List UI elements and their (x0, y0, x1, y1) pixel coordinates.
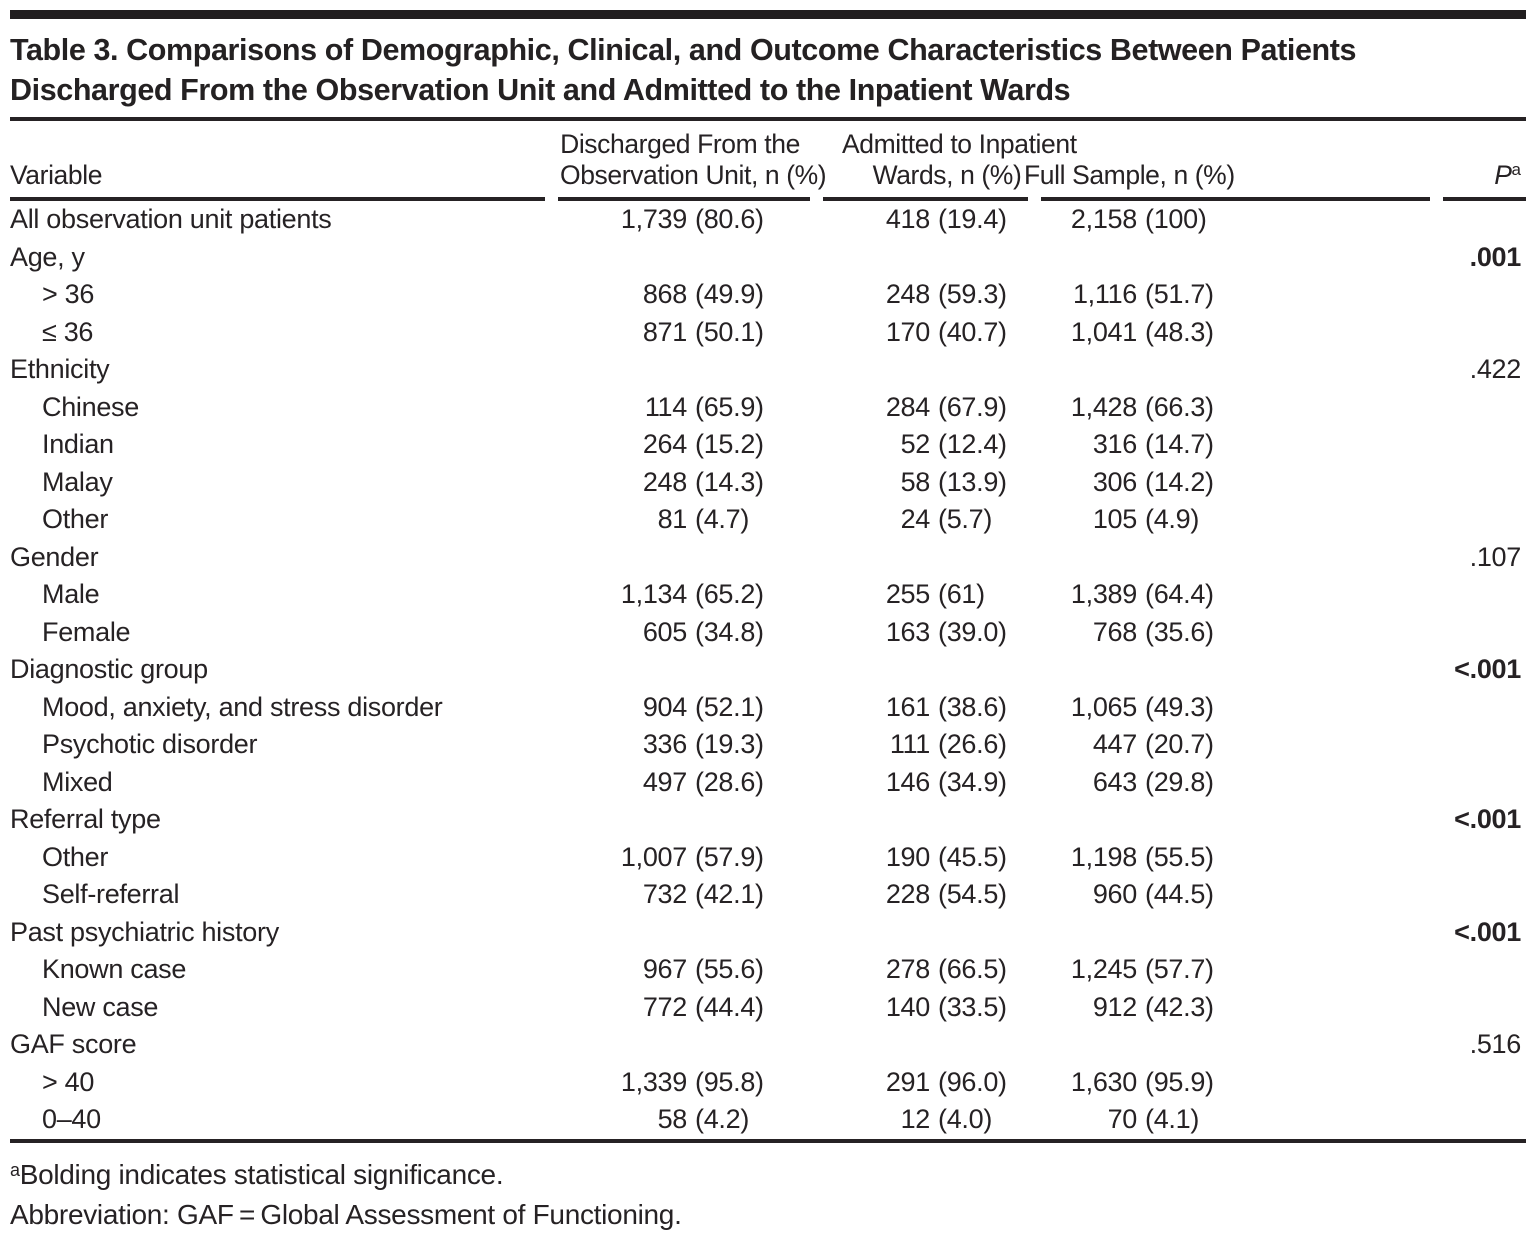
percent-value: (44.5) (1145, 879, 1214, 910)
count-value: 1,630 (1070, 1066, 1137, 1097)
row-label: Indian (42, 429, 114, 460)
table-row (10, 351, 1526, 389)
column-header-variable: Variable (10, 160, 103, 190)
percent-value: (64.4) (1145, 579, 1214, 610)
count-value: 871 (642, 316, 687, 347)
footnote-text: Bolding indicates statistical significance. (19, 1158, 504, 1190)
percent-value: (19.4) (938, 204, 1007, 235)
table-row (10, 614, 1526, 652)
row-label: Ethnicity (10, 354, 110, 385)
header-divider (10, 197, 1526, 201)
percent-value: (20.7) (1145, 729, 1214, 760)
percent-value: (61) (938, 579, 985, 610)
row-label: GAF score (10, 1029, 137, 1060)
percent-value: (57.9) (695, 841, 764, 872)
percent-value: (66.3) (1145, 391, 1214, 422)
percent-value: (59.3) (938, 279, 1007, 310)
percent-value: (29.8) (1145, 766, 1214, 797)
admitted-cell (800, 317, 1010, 348)
table-row (10, 1101, 1526, 1139)
percent-value: (5.7) (938, 504, 993, 535)
column-header-discharged-line-1: Discharged From the (560, 129, 800, 159)
discharged-cell (560, 1104, 800, 1135)
table-row (10, 1064, 1526, 1102)
discharged-cell (560, 429, 800, 460)
percent-value: (33.5) (938, 991, 1007, 1022)
discharged-cell (560, 617, 800, 648)
admitted-cell (800, 504, 1010, 535)
column-header-p-value (1215, 154, 1526, 191)
row-label: Referral type (10, 804, 161, 835)
count-value: 772 (642, 991, 687, 1022)
percent-value: (15.2) (695, 429, 764, 460)
percent-value: (66.5) (938, 954, 1007, 985)
footnote-significance (10, 1150, 1526, 1195)
percent-value: (14.3) (695, 466, 764, 497)
row-label: ≤ 36 (42, 316, 94, 347)
percent-value: (95.8) (695, 1066, 764, 1097)
count-value: 228 (885, 879, 930, 910)
percent-value: (67.9) (938, 391, 1007, 422)
row-label: 0–40 (42, 1104, 101, 1135)
full-sample-cell (1010, 1067, 1215, 1098)
count-value: 643 (1092, 766, 1137, 797)
count-value: 497 (642, 766, 687, 797)
table-row (10, 914, 1526, 952)
full-sample-cell (1010, 842, 1215, 873)
admitted-cell (800, 279, 1010, 310)
percent-value: (14.7) (1145, 429, 1214, 460)
row-label: Female (42, 616, 131, 647)
table-row (10, 726, 1526, 764)
percent-value: (39.0) (938, 616, 1007, 647)
count-value: 24 (900, 504, 930, 535)
percent-value: (4.1) (1145, 1104, 1200, 1135)
admitted-cell (800, 842, 1010, 873)
admitted-cell (800, 992, 1010, 1023)
column-header-admitted-line-1: Admitted to Inpatient (842, 129, 1077, 159)
p-value-cell: .516 (1469, 1029, 1521, 1060)
count-value: 163 (885, 616, 930, 647)
percent-value: (14.2) (1145, 466, 1214, 497)
discharged-cell (560, 879, 800, 910)
count-value: 316 (1092, 429, 1137, 460)
column-header-row (10, 121, 1526, 197)
count-value: 190 (885, 841, 930, 872)
table-row (10, 764, 1526, 802)
percent-value: (55.6) (695, 954, 764, 985)
admitted-cell (800, 879, 1010, 910)
discharged-cell (560, 692, 800, 723)
count-value: 1,041 (1070, 316, 1137, 347)
count-value: 1,134 (620, 579, 687, 610)
discharged-cell (560, 729, 800, 760)
header-divider-segment (10, 197, 545, 201)
discharged-cell (560, 954, 800, 985)
percent-value: (38.6) (938, 691, 1007, 722)
table-row (10, 576, 1526, 614)
table-body (10, 201, 1526, 1139)
p-value-cell: <.001 (1454, 804, 1521, 835)
full-sample-cell (1010, 392, 1215, 423)
count-value: 58 (657, 1104, 687, 1135)
count-value: 306 (1092, 466, 1137, 497)
percent-value: (80.6) (695, 204, 764, 235)
row-label: Other (42, 504, 109, 535)
count-value: 264 (642, 429, 687, 460)
admitted-cell (800, 954, 1010, 985)
footnote-text: Abbreviation: GAF = Global Assessment of Functioning. (10, 1198, 682, 1230)
p-superscript: a (1511, 160, 1521, 179)
count-value: 291 (885, 1066, 930, 1097)
percent-value: (44.4) (695, 991, 764, 1022)
percent-value: (50.1) (695, 316, 764, 347)
full-sample-cell (1010, 729, 1215, 760)
count-value: 336 (642, 729, 687, 760)
percent-value: (57.7) (1145, 954, 1214, 985)
count-value: 912 (1092, 991, 1137, 1022)
percent-value: (55.5) (1145, 841, 1214, 872)
count-value: 161 (885, 691, 930, 722)
percent-value: (4.9) (1145, 504, 1200, 535)
percent-value: (34.9) (938, 766, 1007, 797)
count-value: 255 (885, 579, 930, 610)
count-value: 146 (885, 766, 930, 797)
percent-value: (65.2) (695, 579, 764, 610)
row-label: Psychotic disorder (42, 729, 258, 760)
table-title-line-1: Table 3. Comparisons of Demographic, Clinical, and Outcome Characteristics Between Patients (10, 33, 1357, 67)
count-value: 1,116 (1072, 279, 1137, 310)
table-row (10, 651, 1526, 689)
percent-value: (4.0) (938, 1104, 993, 1135)
percent-value: (45.5) (938, 841, 1007, 872)
p-value-cell: <.001 (1454, 916, 1521, 947)
admitted-cell (800, 579, 1010, 610)
percent-value: (35.6) (1145, 616, 1214, 647)
column-header-discharged-line-2: Observation Unit, n (%) (560, 160, 827, 190)
admitted-cell (800, 617, 1010, 648)
table-row (10, 801, 1526, 839)
admitted-cell (800, 692, 1010, 723)
percent-value: (42.1) (695, 879, 764, 910)
percent-value: (49.9) (695, 279, 764, 310)
row-label: Chinese (42, 391, 139, 422)
percent-value: (51.7) (1145, 279, 1214, 310)
count-value: 1,428 (1070, 391, 1137, 422)
discharged-cell (560, 504, 800, 535)
full-sample-cell (1010, 279, 1215, 310)
table-row (10, 539, 1526, 577)
count-value: 70 (1107, 1104, 1137, 1135)
percent-value: (4.2) (695, 1104, 750, 1135)
count-value: 248 (642, 466, 687, 497)
admitted-cell (800, 1104, 1010, 1135)
percent-value: (65.9) (695, 391, 764, 422)
row-label: Diagnostic group (10, 654, 208, 685)
count-value: 868 (642, 279, 687, 310)
header-divider-segment (1041, 197, 1430, 201)
table-row (10, 876, 1526, 914)
column-header-discharged (560, 129, 827, 191)
count-value: 1,339 (620, 1066, 687, 1097)
count-value: 447 (1092, 729, 1137, 760)
table-row (10, 951, 1526, 989)
discharged-cell (560, 467, 800, 498)
count-value: 114 (644, 391, 687, 422)
count-value: 1,198 (1070, 841, 1137, 872)
table-row (10, 239, 1526, 277)
discharged-cell (560, 767, 800, 798)
percent-value: (95.9) (1145, 1066, 1214, 1097)
row-label: Mixed (42, 766, 113, 797)
footnote-marker: a (10, 1159, 20, 1180)
percent-value: (52.1) (695, 691, 764, 722)
discharged-cell (560, 392, 800, 423)
table-row (10, 989, 1526, 1027)
table-row (10, 276, 1526, 314)
table-title (10, 30, 1526, 110)
full-sample-cell (1010, 467, 1215, 498)
percent-value: (100) (1145, 204, 1207, 235)
p-label: P (1494, 160, 1512, 190)
full-sample-cell (1010, 429, 1215, 460)
count-value: 58 (900, 466, 930, 497)
count-value: 768 (1092, 616, 1137, 647)
count-value: 140 (885, 991, 930, 1022)
row-label: Self-referral (42, 879, 180, 910)
top-bar-divider (10, 10, 1526, 19)
admitted-cell (800, 1067, 1010, 1098)
full-sample-cell (1010, 204, 1215, 235)
row-label: All observation unit patients (10, 204, 332, 235)
full-sample-cell (1010, 504, 1215, 535)
row-label: Known case (42, 954, 187, 985)
full-sample-cell (1010, 954, 1215, 985)
table-row (10, 501, 1526, 539)
header-divider-segment (823, 197, 1028, 201)
count-value: 2,158 (1070, 204, 1137, 235)
admitted-cell (800, 204, 1010, 235)
table-row (10, 389, 1526, 427)
row-label: Other (42, 841, 109, 872)
full-sample-cell (1010, 692, 1215, 723)
count-value: 605 (642, 616, 687, 647)
count-value: 1,065 (1070, 691, 1137, 722)
column-header-admitted-line-2: Wards, n (%) (872, 160, 1022, 190)
table-row (10, 839, 1526, 877)
discharged-cell (560, 992, 800, 1023)
discharged-cell (560, 204, 800, 235)
percent-value: (49.3) (1145, 691, 1214, 722)
table-row (10, 689, 1526, 727)
row-label: Mood, anxiety, and stress disorder (42, 691, 443, 722)
p-value-cell: .422 (1469, 354, 1521, 385)
count-value: 12 (900, 1104, 930, 1135)
count-value: 278 (885, 954, 930, 985)
row-label: New case (42, 991, 159, 1022)
header-divider-segment (558, 197, 810, 201)
count-value: 1,739 (620, 204, 687, 235)
count-value: 1,389 (1070, 579, 1137, 610)
full-sample-cell (1010, 1104, 1215, 1135)
percent-value: (40.7) (938, 316, 1007, 347)
percent-value: (96.0) (938, 1066, 1007, 1097)
count-value: 81 (657, 504, 687, 535)
full-sample-cell (1010, 879, 1215, 910)
admitted-cell (800, 729, 1010, 760)
row-label: Age, y (10, 241, 85, 272)
count-value: 284 (885, 391, 930, 422)
table-row (10, 464, 1526, 502)
discharged-cell (560, 579, 800, 610)
count-value: 170 (885, 316, 930, 347)
percent-value: (19.3) (695, 729, 764, 760)
full-sample-cell (1010, 317, 1215, 348)
percent-value: (26.6) (938, 729, 1007, 760)
percent-value: (4.7) (695, 504, 750, 535)
admitted-cell (800, 429, 1010, 460)
count-value: 248 (885, 279, 930, 310)
count-value: 732 (642, 879, 687, 910)
discharged-cell (560, 279, 800, 310)
percent-value: (34.8) (695, 616, 764, 647)
table-row (10, 201, 1526, 239)
row-label: > 40 (42, 1066, 95, 1097)
percent-value: (54.5) (938, 879, 1007, 910)
column-header-admitted (842, 129, 1077, 191)
count-value: 904 (642, 691, 687, 722)
count-value: 967 (642, 954, 687, 985)
count-value: 1,245 (1070, 954, 1137, 985)
full-sample-cell (1010, 579, 1215, 610)
count-value: 52 (900, 429, 930, 460)
full-sample-cell (1010, 767, 1215, 798)
row-label: > 36 (42, 279, 95, 310)
header-divider-segment (1443, 197, 1526, 201)
row-label: Malay (42, 466, 113, 497)
row-label: Past psychiatric history (10, 916, 279, 947)
discharged-cell (560, 842, 800, 873)
count-value: 418 (885, 204, 930, 235)
table-row (10, 314, 1526, 352)
admitted-cell (800, 467, 1010, 498)
discharged-cell (560, 317, 800, 348)
count-value: 111 (889, 729, 930, 760)
table-title-line-2: Discharged From the Observation Unit and Admitted to the Inpatient Wards (10, 73, 1071, 107)
p-value-cell: .001 (1469, 241, 1521, 272)
row-label: Gender (10, 541, 99, 572)
p-value-cell: <.001 (1454, 654, 1521, 685)
admitted-cell (800, 767, 1010, 798)
footnote-abbreviation (10, 1195, 1526, 1233)
column-header-full-sample: Full Sample, n (%) (1024, 160, 1235, 190)
percent-value: (42.3) (1145, 991, 1214, 1022)
p-value-cell: .107 (1469, 541, 1521, 572)
count-value: 105 (1092, 504, 1137, 535)
table-row (10, 426, 1526, 464)
full-sample-cell (1010, 617, 1215, 648)
full-sample-cell (1010, 992, 1215, 1023)
percent-value: (12.4) (938, 429, 1007, 460)
count-value: 960 (1092, 879, 1137, 910)
percent-value: (13.9) (938, 466, 1007, 497)
percent-value: (48.3) (1145, 316, 1214, 347)
discharged-cell (560, 1067, 800, 1098)
row-label: Male (42, 579, 100, 610)
count-value: 1,007 (620, 841, 687, 872)
admitted-cell (800, 392, 1010, 423)
footnotes (10, 1143, 1526, 1233)
percent-value: (28.6) (695, 766, 764, 797)
table-row (10, 1026, 1526, 1064)
